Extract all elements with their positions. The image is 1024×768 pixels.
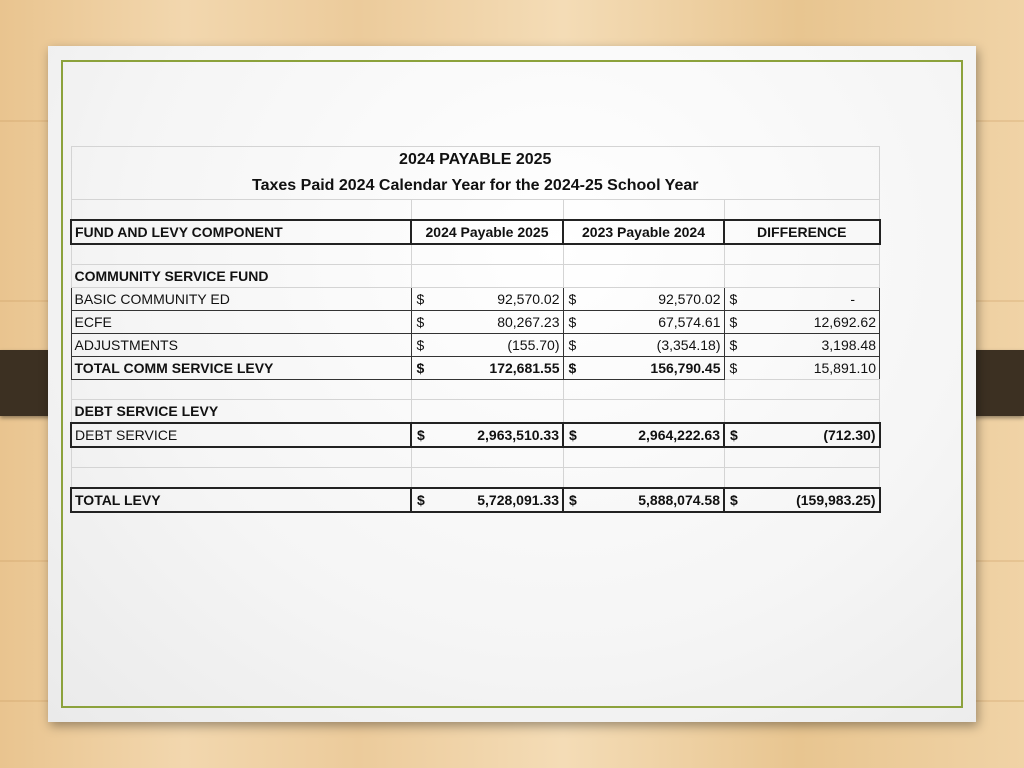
- value-2023-payable-2024: 92,570.02: [583, 288, 724, 311]
- total-levy-row: [71, 488, 880, 512]
- value-2024-payable-2025: 172,681.55: [431, 357, 563, 380]
- currency-symbol: $: [724, 311, 744, 334]
- currency-symbol: $: [411, 334, 431, 357]
- section-row: [71, 265, 880, 288]
- currency-symbol: $: [563, 288, 583, 311]
- value-difference: -: [744, 288, 880, 311]
- value-2023-payable-2024: (3,354.18): [583, 334, 724, 357]
- currency-symbol: $: [724, 423, 744, 447]
- currency-symbol: $: [411, 357, 431, 380]
- currency-symbol: $: [724, 288, 744, 311]
- header-component: FUND AND LEVY COMPONENT: [71, 220, 411, 244]
- section-row: [71, 400, 880, 424]
- currency-symbol: $: [563, 488, 583, 512]
- currency-symbol: $: [411, 288, 431, 311]
- community-section-heading: COMMUNITY SERVICE FUND: [71, 265, 411, 288]
- levy-table: [70, 146, 881, 513]
- value-2024-payable-2025: 92,570.02: [431, 288, 563, 311]
- header-difference: DIFFERENCE: [724, 220, 880, 244]
- header-2024-payable-2025: 2024 Payable 2025: [411, 220, 563, 244]
- value-2023-payable-2024: 2,964,222.63: [583, 423, 724, 447]
- currency-symbol: $: [563, 334, 583, 357]
- value-difference: (712.30): [744, 423, 880, 447]
- debt-section-heading: DEBT SERVICE LEVY: [71, 400, 411, 424]
- value-difference: (159,983.25): [744, 488, 880, 512]
- currency-symbol: $: [411, 423, 431, 447]
- row-label: BASIC COMMUNITY ED: [71, 288, 411, 311]
- table-title: 2024 PAYABLE 2025: [71, 147, 880, 174]
- value-2023-payable-2024: 5,888,074.58: [583, 488, 724, 512]
- currency-symbol: $: [411, 488, 431, 512]
- row-label: ECFE: [71, 311, 411, 334]
- value-2024-payable-2025: 5,728,091.33: [431, 488, 563, 512]
- currency-symbol: $: [563, 357, 583, 380]
- subtitle-row: [71, 173, 880, 200]
- currency-symbol: $: [563, 423, 583, 447]
- row-label: ADJUSTMENTS: [71, 334, 411, 357]
- value-2023-payable-2024: 67,574.61: [583, 311, 724, 334]
- currency-symbol: $: [411, 311, 431, 334]
- currency-symbol: $: [724, 488, 744, 512]
- currency-symbol: $: [724, 334, 744, 357]
- value-2023-payable-2024: 156,790.45: [583, 357, 724, 380]
- table-row: [71, 311, 880, 334]
- value-difference: 3,198.48: [744, 334, 880, 357]
- value-difference: 15,891.10: [744, 357, 880, 380]
- row-label: TOTAL COMM SERVICE LEVY: [71, 357, 411, 380]
- row-label: TOTAL LEVY: [71, 488, 411, 512]
- value-2024-payable-2025: 80,267.23: [431, 311, 563, 334]
- table-subtitle: Taxes Paid 2024 Calendar Year for the 2024-25 School Year: [71, 173, 880, 200]
- spacer-row: [71, 380, 880, 400]
- total-comm-service-row: [71, 357, 880, 380]
- spacer-row: [71, 468, 880, 489]
- row-label: DEBT SERVICE: [71, 423, 411, 447]
- spacer-row: [71, 447, 880, 468]
- value-difference: 12,692.62: [744, 311, 880, 334]
- spacer-row: [71, 200, 880, 221]
- value-2024-payable-2025: (155.70): [431, 334, 563, 357]
- title-row: [71, 147, 880, 174]
- table-row: [71, 288, 880, 311]
- spacer-row: [71, 244, 880, 265]
- currency-symbol: $: [724, 357, 744, 380]
- table-row: [71, 334, 880, 357]
- header-2023-payable-2024: 2023 Payable 2024: [563, 220, 724, 244]
- header-row: [71, 220, 880, 244]
- value-2024-payable-2025: 2,963,510.33: [431, 423, 563, 447]
- debt-service-row: [71, 423, 880, 447]
- currency-symbol: $: [563, 311, 583, 334]
